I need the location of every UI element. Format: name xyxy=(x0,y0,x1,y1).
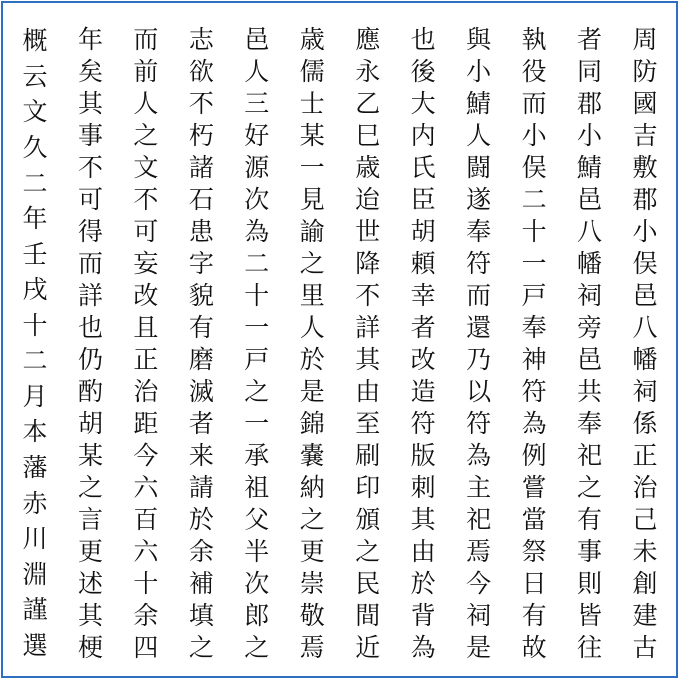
text-glyph: 承 xyxy=(244,440,270,470)
text-glyph: 不 xyxy=(355,280,381,310)
text-glyph: 奉 xyxy=(577,408,603,438)
text-glyph: 刷 xyxy=(355,440,381,470)
text-glyph: 有 xyxy=(577,504,603,534)
text-glyph: 詳 xyxy=(77,280,103,310)
text-glyph: 人 xyxy=(244,56,270,86)
text-glyph: 十 xyxy=(244,280,270,310)
text-glyph: 年 xyxy=(77,24,103,54)
text-glyph: 云 xyxy=(22,61,48,91)
text-glyph: 後 xyxy=(410,56,436,86)
text-glyph: 郡 xyxy=(577,88,603,118)
text-glyph: 小 xyxy=(632,216,658,246)
text-glyph: 内 xyxy=(410,120,436,150)
text-glyph: 也 xyxy=(410,24,436,54)
text-glyph: 吉 xyxy=(632,120,658,150)
text-glyph: 不 xyxy=(77,152,103,182)
text-glyph: 之 xyxy=(299,504,325,534)
text-glyph: 二 xyxy=(521,184,547,214)
text-glyph: 父 xyxy=(244,504,270,534)
text-glyph: 世 xyxy=(355,216,381,246)
text-glyph: 余 xyxy=(188,536,214,566)
text-glyph: 酌 xyxy=(77,376,103,406)
text-glyph: 也 xyxy=(77,312,103,342)
text-glyph: 大 xyxy=(410,88,436,118)
text-glyph: 役 xyxy=(521,56,547,86)
text-glyph: 還 xyxy=(466,312,492,342)
text-glyph: 而 xyxy=(466,280,492,310)
text-glyph: 見 xyxy=(299,184,325,214)
text-glyph: 當 xyxy=(521,504,547,534)
text-glyph: 己 xyxy=(632,504,658,534)
text-glyph: 降 xyxy=(355,248,381,278)
text-glyph: 十 xyxy=(133,568,159,598)
text-glyph: 之 xyxy=(77,472,103,502)
text-glyph: 士 xyxy=(299,88,325,118)
text-glyph: 事 xyxy=(577,536,603,566)
text-glyph: 則 xyxy=(577,568,603,598)
text-glyph: 詳 xyxy=(355,312,381,342)
text-column xyxy=(403,23,443,663)
text-glyph: 皆 xyxy=(577,600,603,630)
text-glyph: 與 xyxy=(466,24,492,54)
text-glyph: 且 xyxy=(133,312,159,342)
text-glyph: 患 xyxy=(188,216,214,246)
text-glyph: 字 xyxy=(188,248,214,278)
text-glyph: 述 xyxy=(77,568,103,598)
text-glyph: 文 xyxy=(133,152,159,182)
text-glyph: 不 xyxy=(133,184,159,214)
text-glyph: 古 xyxy=(632,632,658,662)
text-glyph: 未 xyxy=(632,536,658,566)
text-glyph: 由 xyxy=(355,376,381,406)
text-glyph: 敷 xyxy=(632,152,658,182)
text-glyph: 百 xyxy=(133,504,159,534)
text-glyph: 朽 xyxy=(188,120,214,150)
text-glyph: 人 xyxy=(466,120,492,150)
text-glyph: 於 xyxy=(188,504,214,534)
text-glyph: 祖 xyxy=(244,472,270,502)
text-glyph: 郎 xyxy=(244,600,270,630)
text-glyph: 之 xyxy=(244,632,270,662)
text-glyph: 為 xyxy=(244,216,270,246)
text-glyph: 同 xyxy=(577,56,603,86)
text-glyph: 今 xyxy=(133,440,159,470)
text-glyph: 年 xyxy=(22,204,48,234)
text-column xyxy=(570,23,610,663)
text-glyph: 邑 xyxy=(577,344,603,374)
text-glyph: 之 xyxy=(244,376,270,406)
text-glyph: 者 xyxy=(577,24,603,54)
text-glyph: 符 xyxy=(521,376,547,406)
text-glyph: 而 xyxy=(133,24,159,54)
text-glyph: 二 xyxy=(244,248,270,278)
text-glyph: 至 xyxy=(355,408,381,438)
text-glyph: 一 xyxy=(299,152,325,182)
text-glyph: 某 xyxy=(299,120,325,150)
text-glyph: 概 xyxy=(22,26,48,56)
text-glyph: 於 xyxy=(410,568,436,598)
text-column xyxy=(459,23,499,663)
text-glyph: 其 xyxy=(77,88,103,118)
text-glyph: 符 xyxy=(410,408,436,438)
text-glyph: 胡 xyxy=(77,408,103,438)
text-glyph: 鯖 xyxy=(466,88,492,118)
text-glyph: 主 xyxy=(466,472,492,502)
text-glyph: 國 xyxy=(632,88,658,118)
text-glyph: 為 xyxy=(410,632,436,662)
text-glyph: 之 xyxy=(299,248,325,278)
text-glyph: 鯖 xyxy=(577,152,603,182)
text-glyph: 俣 xyxy=(521,152,547,182)
text-glyph: 三 xyxy=(244,88,270,118)
text-glyph: 歳 xyxy=(299,24,325,54)
text-glyph: 焉 xyxy=(466,536,492,566)
text-glyph: 者 xyxy=(188,408,214,438)
text-glyph: 一 xyxy=(521,248,547,278)
text-glyph: 小 xyxy=(466,56,492,86)
text-column xyxy=(292,23,332,663)
text-glyph: 俣 xyxy=(632,248,658,278)
text-glyph: 郡 xyxy=(632,184,658,214)
text-glyph: 淵 xyxy=(22,559,48,589)
text-glyph: 祠 xyxy=(466,600,492,630)
text-glyph: 得 xyxy=(77,216,103,246)
text-glyph: 頒 xyxy=(355,504,381,534)
text-glyph: 故 xyxy=(521,632,547,662)
text-glyph: 小 xyxy=(521,120,547,150)
text-column xyxy=(348,23,388,663)
text-glyph: 六 xyxy=(133,472,159,502)
text-glyph: 選 xyxy=(22,630,48,660)
text-glyph: 半 xyxy=(244,536,270,566)
text-glyph: 建 xyxy=(632,600,658,630)
text-glyph: 者 xyxy=(410,312,436,342)
text-glyph: 以 xyxy=(466,376,492,406)
text-glyph: 可 xyxy=(77,184,103,214)
text-glyph: 藩 xyxy=(22,453,48,483)
text-glyph: 戸 xyxy=(521,280,547,310)
text-glyph: 里 xyxy=(299,280,325,310)
text-glyph: 一 xyxy=(244,312,270,342)
text-glyph: 川 xyxy=(22,524,48,554)
vertical-text-block xyxy=(15,23,665,663)
text-glyph: 之 xyxy=(188,632,214,662)
text-glyph: 六 xyxy=(133,536,159,566)
text-glyph: 往 xyxy=(577,632,603,662)
text-glyph: 更 xyxy=(77,536,103,566)
text-glyph: 共 xyxy=(577,376,603,406)
text-glyph: 納 xyxy=(299,472,325,502)
text-glyph: 臣 xyxy=(410,184,436,214)
text-glyph: 事 xyxy=(77,120,103,150)
text-glyph: 防 xyxy=(632,56,658,86)
text-glyph: 今 xyxy=(466,568,492,598)
text-glyph: 八 xyxy=(632,312,658,342)
text-glyph: 某 xyxy=(77,440,103,470)
text-glyph: 好 xyxy=(244,120,270,150)
text-glyph: 為 xyxy=(521,408,547,438)
text-column xyxy=(181,23,221,663)
text-glyph: 十 xyxy=(22,310,48,340)
text-glyph: 嚢 xyxy=(299,440,325,470)
text-glyph: 文 xyxy=(22,97,48,127)
text-glyph: 祠 xyxy=(577,280,603,310)
text-glyph: 其 xyxy=(355,344,381,374)
text-glyph: 巳 xyxy=(355,120,381,150)
text-glyph: 月 xyxy=(22,381,48,411)
text-glyph: 周 xyxy=(632,24,658,54)
text-glyph: 赤 xyxy=(22,488,48,518)
text-glyph: 祀 xyxy=(466,504,492,534)
text-glyph: 背 xyxy=(410,600,436,630)
text-glyph: 祀 xyxy=(577,440,603,470)
text-glyph: 一 xyxy=(244,408,270,438)
text-glyph: 焉 xyxy=(299,632,325,662)
text-glyph: 十 xyxy=(521,216,547,246)
text-glyph: 四 xyxy=(133,632,159,662)
text-glyph: 為 xyxy=(466,440,492,470)
text-glyph: 治 xyxy=(133,376,159,406)
document-frame xyxy=(1,1,678,678)
text-glyph: 小 xyxy=(577,120,603,150)
text-glyph: 欲 xyxy=(188,56,214,86)
text-glyph: 之 xyxy=(133,120,159,150)
text-glyph: 而 xyxy=(77,248,103,278)
text-column xyxy=(70,23,110,663)
text-glyph: 永 xyxy=(355,56,381,86)
text-glyph: 戌 xyxy=(22,275,48,305)
text-glyph: 之 xyxy=(355,536,381,566)
text-column xyxy=(625,23,665,663)
text-column xyxy=(237,23,277,663)
text-glyph: 由 xyxy=(410,536,436,566)
text-glyph: 版 xyxy=(410,440,436,470)
text-glyph: 壬 xyxy=(22,239,48,269)
text-glyph: 符 xyxy=(466,248,492,278)
text-column xyxy=(126,23,166,663)
text-glyph: 有 xyxy=(521,600,547,630)
text-glyph: 治 xyxy=(632,472,658,502)
text-glyph: 祠 xyxy=(632,376,658,406)
text-glyph: 久 xyxy=(22,132,48,162)
text-glyph: 不 xyxy=(188,88,214,118)
text-glyph: 請 xyxy=(188,472,214,502)
text-glyph: 余 xyxy=(133,600,159,630)
text-glyph: 貌 xyxy=(188,280,214,310)
text-glyph: 神 xyxy=(521,344,547,374)
text-glyph: 来 xyxy=(188,440,214,470)
text-glyph: 正 xyxy=(632,440,658,470)
text-glyph: 刺 xyxy=(410,472,436,502)
text-glyph: 間 xyxy=(355,600,381,630)
text-glyph: 胡 xyxy=(410,216,436,246)
text-glyph: 闘 xyxy=(466,152,492,182)
text-glyph: 二 xyxy=(22,346,48,376)
text-glyph: 源 xyxy=(244,152,270,182)
text-glyph: 諭 xyxy=(299,216,325,246)
text-glyph: 民 xyxy=(355,568,381,598)
text-glyph: 石 xyxy=(188,184,214,214)
text-glyph: 錦 xyxy=(299,408,325,438)
text-glyph: 執 xyxy=(521,24,547,54)
text-glyph: 謹 xyxy=(22,595,48,625)
text-glyph: 頼 xyxy=(410,248,436,278)
text-glyph: 妄 xyxy=(133,248,159,278)
text-glyph: 戸 xyxy=(244,344,270,374)
text-glyph: 改 xyxy=(410,344,436,374)
text-glyph: 崇 xyxy=(299,568,325,598)
text-glyph: 人 xyxy=(133,88,159,118)
text-glyph: 幸 xyxy=(410,280,436,310)
text-glyph: 填 xyxy=(188,600,214,630)
text-glyph: 言 xyxy=(77,504,103,534)
text-glyph: 氏 xyxy=(410,152,436,182)
text-glyph: 滅 xyxy=(188,376,214,406)
text-glyph: 迨 xyxy=(355,184,381,214)
text-glyph: 日 xyxy=(521,568,547,598)
text-glyph: 諸 xyxy=(188,152,214,182)
text-glyph: 而 xyxy=(521,88,547,118)
text-glyph: 距 xyxy=(133,408,159,438)
text-glyph: 旁 xyxy=(577,312,603,342)
text-glyph: 符 xyxy=(466,408,492,438)
text-glyph: 更 xyxy=(299,536,325,566)
text-glyph: 前 xyxy=(133,56,159,86)
text-column xyxy=(15,23,55,663)
text-glyph: 遂 xyxy=(466,184,492,214)
text-glyph: 邑 xyxy=(632,280,658,310)
text-glyph: 祭 xyxy=(521,536,547,566)
text-glyph: 幡 xyxy=(632,344,658,374)
text-glyph: 改 xyxy=(133,280,159,310)
text-glyph: 有 xyxy=(188,312,214,342)
text-glyph: 志 xyxy=(188,24,214,54)
text-glyph: 儒 xyxy=(299,56,325,86)
text-glyph: 可 xyxy=(133,216,159,246)
text-glyph: 係 xyxy=(632,408,658,438)
text-glyph: 奉 xyxy=(521,312,547,342)
text-glyph: 次 xyxy=(244,568,270,598)
text-glyph: 之 xyxy=(577,472,603,502)
text-glyph: 人 xyxy=(299,312,325,342)
text-glyph: 本 xyxy=(22,417,48,447)
text-glyph: 例 xyxy=(521,440,547,470)
text-glyph: 歳 xyxy=(355,152,381,182)
text-glyph: 應 xyxy=(355,24,381,54)
text-glyph: 二 xyxy=(22,168,48,198)
text-glyph: 次 xyxy=(244,184,270,214)
text-glyph: 乙 xyxy=(355,88,381,118)
text-glyph: 八 xyxy=(577,216,603,246)
text-glyph: 其 xyxy=(410,504,436,534)
text-glyph: 正 xyxy=(133,344,159,374)
text-glyph: 仍 xyxy=(77,344,103,374)
text-glyph: 造 xyxy=(410,376,436,406)
text-glyph: 奉 xyxy=(466,216,492,246)
text-glyph: 創 xyxy=(632,568,658,598)
text-glyph: 邑 xyxy=(577,184,603,214)
text-glyph: 磨 xyxy=(188,344,214,374)
text-glyph: 敬 xyxy=(299,600,325,630)
text-glyph: 於 xyxy=(299,344,325,374)
text-glyph: 矣 xyxy=(77,56,103,86)
text-glyph: 是 xyxy=(466,632,492,662)
text-glyph: 幡 xyxy=(577,248,603,278)
text-glyph: 邑 xyxy=(244,24,270,54)
text-column xyxy=(514,23,554,663)
text-glyph: 梗 xyxy=(77,632,103,662)
text-glyph: 嘗 xyxy=(521,472,547,502)
text-glyph: 補 xyxy=(188,568,214,598)
text-glyph: 印 xyxy=(355,472,381,502)
text-glyph: 乃 xyxy=(466,344,492,374)
text-glyph: 其 xyxy=(77,600,103,630)
text-glyph: 近 xyxy=(355,632,381,662)
text-glyph: 是 xyxy=(299,376,325,406)
